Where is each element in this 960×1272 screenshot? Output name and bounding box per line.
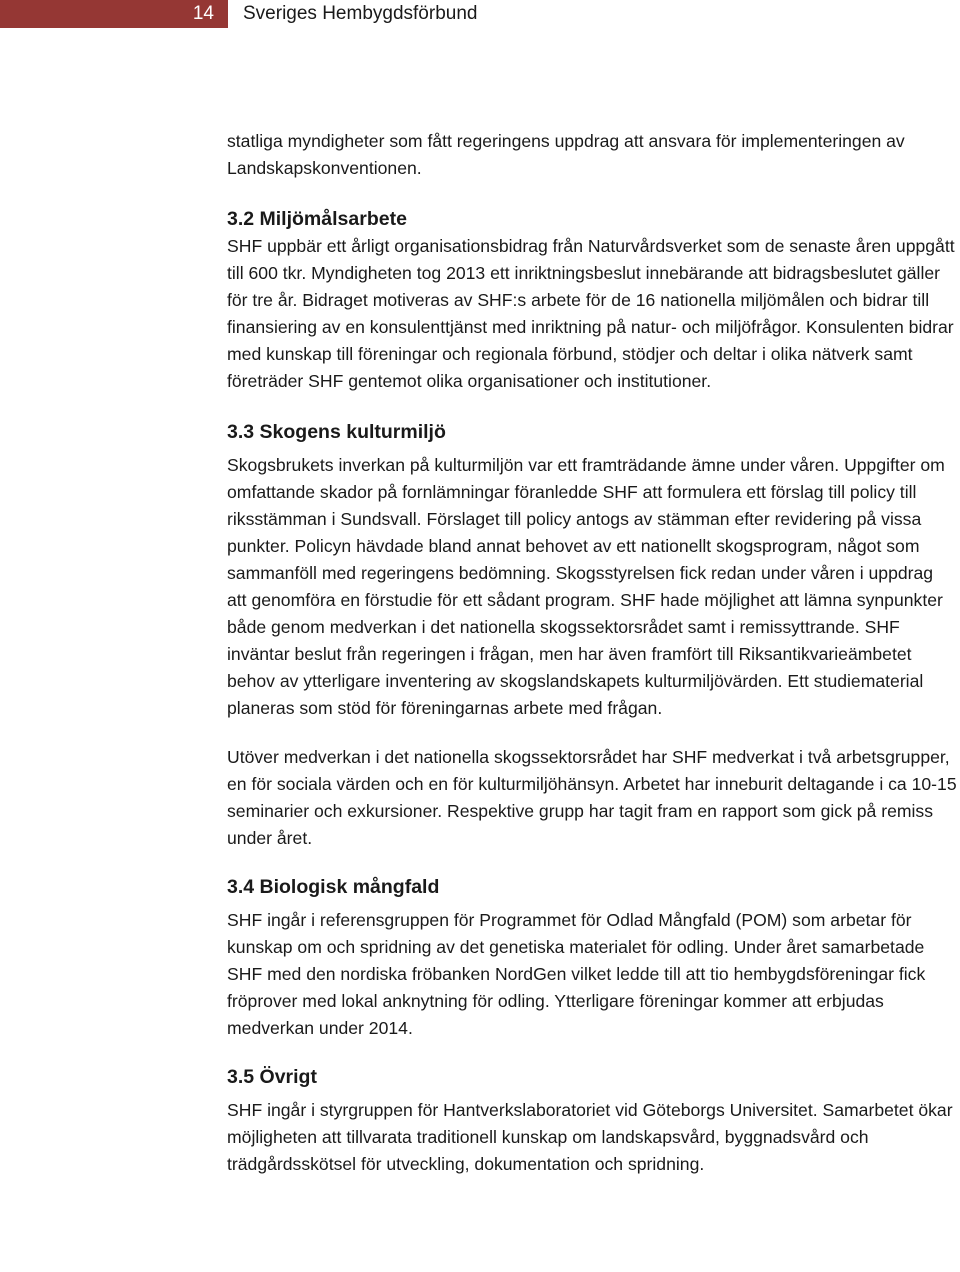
section-3-3-heading: 3.3 Skogens kulturmiljö <box>227 421 446 443</box>
section-3-5-body: SHF ingår i styrgruppen för Hantverkslaboratoriet vid Göteborgs Universitet. Samarbetet ökar möjligheten att tillvarata traditionell kunskap om landskapsvård, byggnadsvård och trädgårdsskötsel för utveckling, dokumentation och spridning. <box>227 1100 953 1174</box>
section-3-3-body-2: Utöver medverkan i det nationella skogssektorsrådet har SHF medverkat i två arbetsgrupper, en för sociala värden och en för kulturmiljöhänsyn. Arbetet har inneburit deltagande i ca 10-15 seminarier och exkursioner. Respektive grupp har tagit fram en rapport som gick på remiss under året. <box>227 747 957 848</box>
page-number: 14 <box>0 0 228 28</box>
section-3-2-heading: 3.2 Miljömålsarbete <box>227 208 407 230</box>
section-3-5-heading: 3.5 Övrigt <box>227 1066 317 1088</box>
section-3-1-continuation: statliga myndigheter som fått regeringens uppdrag att ansvara för implementeringen av Landskapskonventionen. <box>227 131 905 178</box>
page-content <box>227 128 957 1178</box>
section-3-4-body: SHF ingår i referensgruppen för Programmet för Odlad Mångfald (POM) som arbetar för kunskap om och spridning av det genetiska materialet för odling. Under året samarbetade SHF med den nordiska fröbanken NordGen vilket ledde till att tio hembygdsföreningar fick fröprover med lokal anknytning för odling. Ytterligare föreningar kommer att erbjudas medverkan under 2014. <box>227 910 926 1038</box>
page-header <box>0 0 960 28</box>
section-3-2-body: SHF uppbär ett årligt organisationsbidrag från Naturvårdsverket som de senaste åren uppgått till 600 tkr. Myndigheten tog 2013 ett inriktningsbeslut innebärande att bidragsbeslutet gäller för tre år. Bidraget motiveras av SHF:s arbete för de 16 nationella miljömålen och bidrar till finansiering av en konsulenttjänst med inriktning på natur- och miljöfrågor. Konsulenten bidrar med kunskap till föreningar och regionala förbund, stödjer och deltar i olika nätverk samt företräder SHF gentemot olika organisationer och institutioner. <box>227 236 955 391</box>
section-3-3-body-1: Skogsbrukets inverkan på kulturmiljön var ett framträdande ämne under våren. Uppgifter om omfattande skador på fornlämningar föranledde SHF att formulera ett förslag till policy till riksstämman i Sundsvall. Förslaget till policy antogs av stämman efter revidering på vissa punkter. Policyn hävdade bland annat behovet av ett nationellt skogsprogram, något som sammanföll med regeringens bedömning. Skogsstyrelsen fick redan under våren i uppdrag att genomföra en förstudie för ett sådant program. SHF hade möjlighet att lämna synpunkter både genom medverkan i det nationella skogssektorsrådet samt i remissyttrande. SHF inväntar beslut från regeringen i frågan, men har även framfört till Riksantikvarieämbetet behov av ytterligare inventering av skogslandskapets kulturmiljövärden. Ett studiematerial planeras som stöd för föreningarnas arbete med frågan. <box>227 455 945 718</box>
organization-name: Sveriges Hembygdsförbund <box>243 3 478 24</box>
section-3-4-heading: 3.4 Biologisk mångfald <box>227 876 440 898</box>
